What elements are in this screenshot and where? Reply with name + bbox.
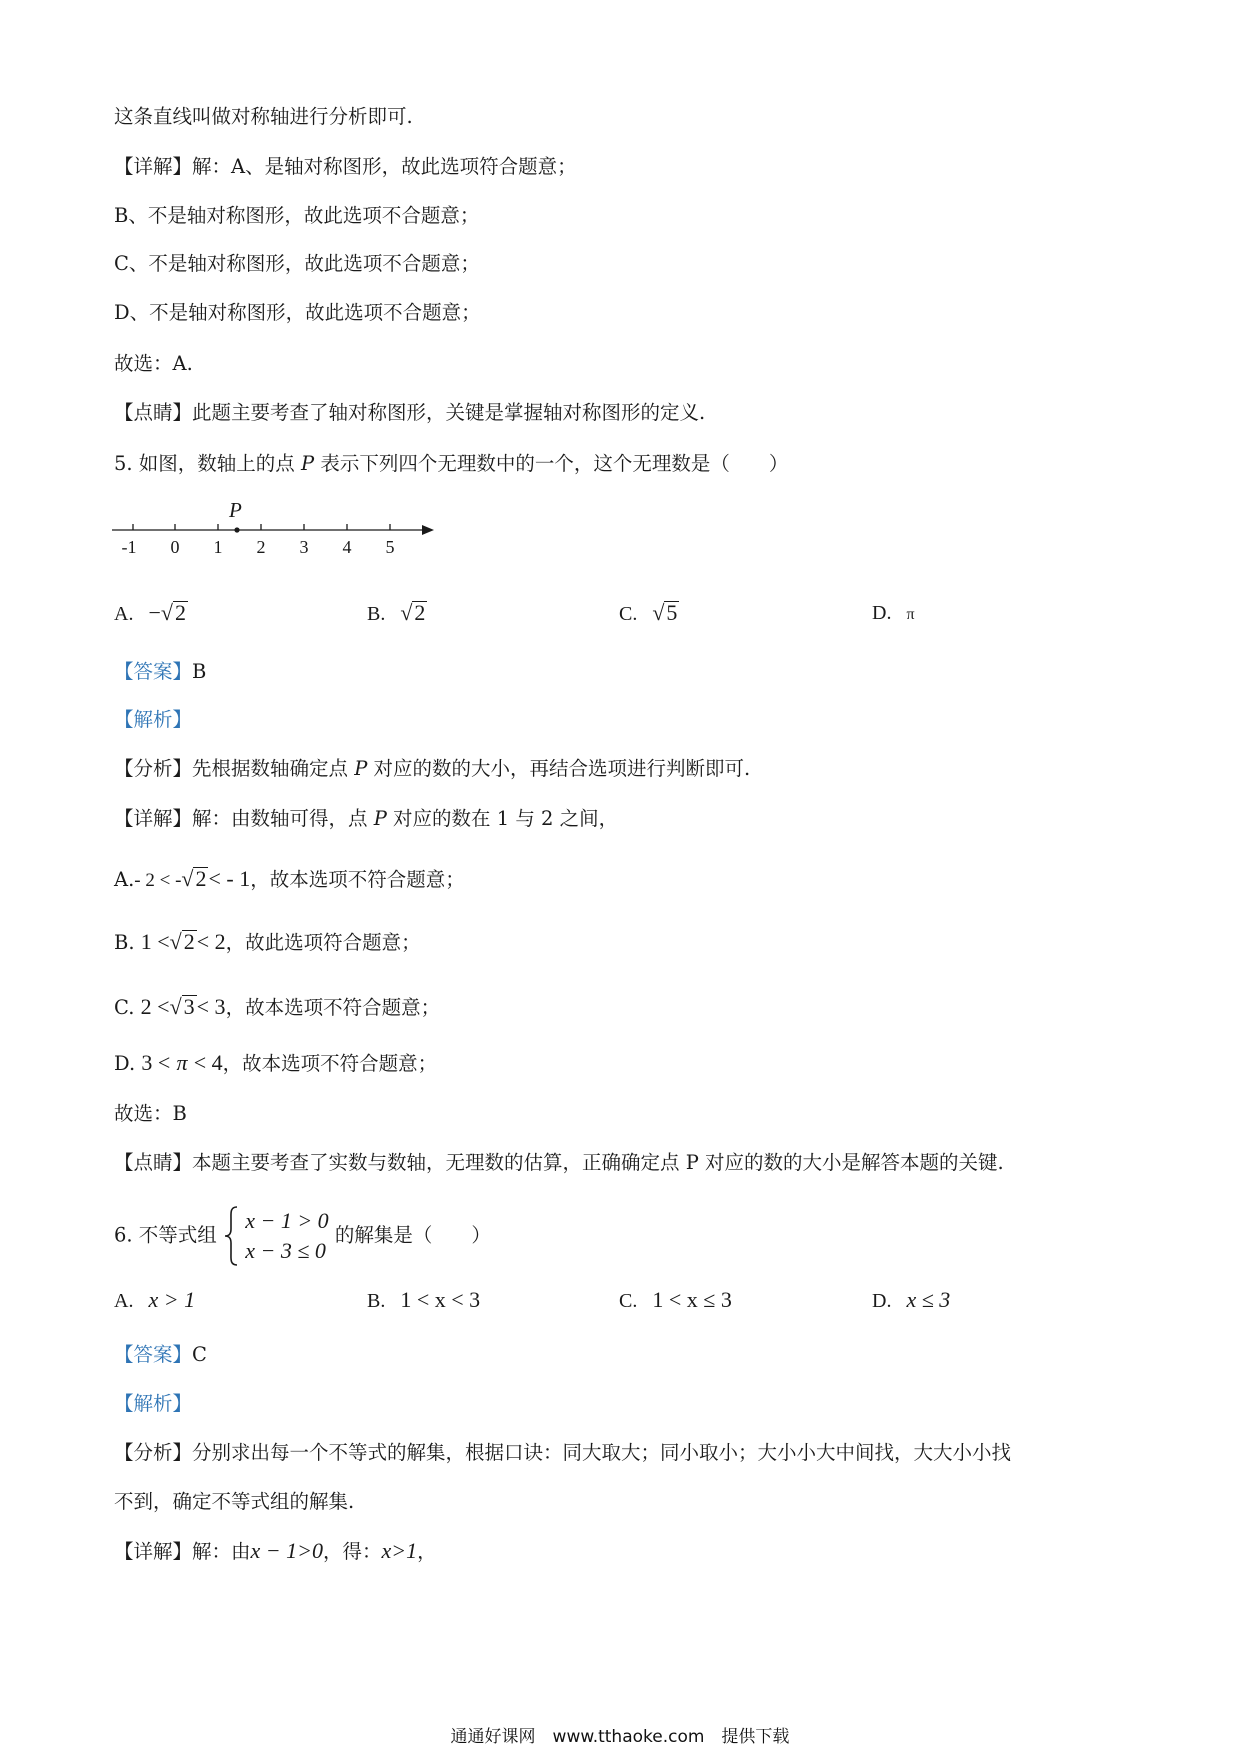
q6-answer: 【答案】C [114, 1343, 207, 1366]
sqrt-symbol: √2 [169, 929, 195, 954]
text-line-2: 【详解】解：A、是轴对称图形，故此选项符合题意； [114, 155, 577, 178]
q5-option-d: D. π [872, 602, 915, 624]
page-footer: 通通好课网 www.tthaoke.com 提供下载 [450, 1727, 790, 1747]
q6-jiexi-heading: 【解析】 [114, 1392, 193, 1415]
text-line-7: 【点睛】此题主要考查了轴对称图形，关键是掌握轴对称图形的定义. [114, 401, 706, 424]
text-line-5: D、不是轴对称图形，故此选项不合题意； [114, 301, 481, 324]
q6-option-b: B. 1 < x < 3 [367, 1287, 481, 1312]
q5-dianjing: 【点睛】本题主要考查了实数与数轴，无理数的估算，正确确定点 P 对应的数的大小是解答本题的关键. [114, 1151, 1004, 1174]
q5-stem: 5. 如图，数轴上的点 P 表示下列四个无理数中的一个，这个无理数是（ ） [114, 452, 789, 475]
inequality-system: x − 1 > 0 x − 3 ≤ 0 [245, 1207, 329, 1263]
q5-row-a: A.- 2 < -√2< - 1，故本选项不符合题意； [114, 866, 465, 891]
q6-option-c: C. 1 < x ≤ 3 [619, 1287, 732, 1312]
q5-guxuan: 故选：B [114, 1102, 187, 1125]
sqrt-symbol: √5 [652, 600, 678, 625]
sqrt-symbol: √2 [181, 866, 207, 891]
number-line-figure [108, 498, 448, 558]
q6-xiangjie: 【详解】解：由x − 1>0，得：x>1， [114, 1538, 437, 1563]
tick-label: -1 [121, 537, 137, 557]
tick-label: 5 [385, 537, 395, 557]
sqrt-symbol: √2 [160, 600, 186, 625]
q5-row-c: C. 2 <√3< 3，故本选项不符合题意； [114, 994, 441, 1019]
q6-fenxi-line-1: 【分析】分别求出每一个不等式的解集，根据口诀：同大取大；同小取小；大小小大中间找，大大小小找 [114, 1441, 1012, 1464]
q5-option-a: A. −√2 [114, 600, 186, 625]
q5-row-d: D. 3 < π < 4，故本选项不符合题意； [114, 1050, 438, 1075]
text-line-1: 这条直线叫做对称轴进行分析即可. [114, 105, 413, 128]
q5-xiangjie: 【详解】解：由数轴可得，点 P 对应的数在 1 与 2 之间， [114, 807, 619, 830]
q5-option-c: C. √5 [619, 600, 678, 625]
q6-fenxi-line-2: 不到，确定不等式组的解集. [114, 1490, 355, 1513]
q5-jiexi-heading: 【解析】 [114, 708, 193, 731]
tick-label: 2 [256, 537, 266, 557]
tick-label: 4 [342, 537, 352, 557]
q5-answer: 【答案】B [114, 660, 207, 683]
tick-label: 0 [170, 537, 180, 557]
q6-option-a: A. x > 1 [114, 1287, 196, 1312]
point-p-dot [234, 527, 239, 532]
tick-label: 1 [213, 537, 223, 557]
text-line-4: C、不是轴对称图形，故此选项不合题意； [114, 252, 480, 275]
sqrt-symbol: √2 [400, 600, 426, 625]
point-p-label: P [229, 498, 242, 522]
tick-label: 3 [299, 537, 309, 557]
text-line-3: B、不是轴对称图形，故此选项不合题意； [114, 204, 480, 227]
q6-option-d: D. x ≤ 3 [872, 1287, 951, 1312]
sqrt-symbol: √3 [169, 994, 195, 1019]
left-brace-icon [223, 1205, 239, 1267]
axis-arrow [422, 525, 434, 535]
q6-stem: 6. 不等式组 x − 1 > 0 x − 3 ≤ 0 的解集是（ ） [114, 1204, 491, 1267]
q5-row-b: B. 1 <√2< 2，故此选项符合题意； [114, 929, 421, 954]
q5-option-b: B. √2 [367, 600, 426, 625]
q5-fenxi: 【分析】先根据数轴确定点 P 对应的数的大小，再结合选项进行判断即可. [114, 757, 751, 780]
text-line-6: 故选：A. [114, 352, 193, 375]
